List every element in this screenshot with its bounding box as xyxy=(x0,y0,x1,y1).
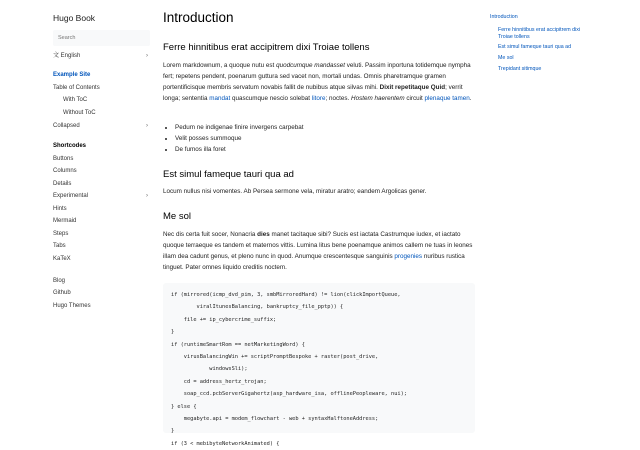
sidebar-item-label: Mermaid xyxy=(53,218,77,224)
section-heading: Me sol xyxy=(163,211,191,222)
sidebar-item-label: Example Site xyxy=(53,72,91,78)
sidebar-item-label: Hugo Themes xyxy=(53,303,91,309)
link-mandat[interactable]: mandat xyxy=(209,95,231,102)
sidebar-item-github[interactable] xyxy=(53,288,150,298)
sidebar-item-hugo-themes[interactable] xyxy=(53,301,150,311)
sidebar-item-label: Buttons xyxy=(53,156,74,162)
sidebar-item-blog[interactable] xyxy=(53,276,150,286)
toc-item[interactable]: Est simul fameque tauri qua ad xyxy=(498,44,572,50)
chevron-right-icon: › xyxy=(146,53,148,59)
sidebar-item-label: KaTeX xyxy=(53,256,71,262)
sidebar-item-without-toc[interactable] xyxy=(63,108,160,118)
toc-item[interactable]: Introduction xyxy=(490,14,518,20)
sidebar-item-collapsed[interactable] xyxy=(53,121,150,131)
sidebar-item-steps[interactable] xyxy=(53,229,150,239)
list-item: • Velit posses summoque xyxy=(175,133,303,144)
sidebar-item-buttons[interactable] xyxy=(53,154,150,164)
search-input[interactable] xyxy=(53,30,150,46)
list-item: • De fumos illa foret xyxy=(175,144,303,155)
toc-item[interactable]: Troiae tollens xyxy=(498,34,530,40)
sidebar-item-columns[interactable] xyxy=(53,166,150,176)
page-title: Introduction xyxy=(163,10,234,25)
sidebar-item-shortcodes[interactable] xyxy=(53,141,150,151)
sidebar-item-with-toc[interactable] xyxy=(63,95,160,105)
chevron-right-icon: › xyxy=(146,123,148,129)
sidebar-item-details[interactable] xyxy=(53,179,150,189)
toc-item[interactable]: Ferre hinnitibus erat accipitrem dixi xyxy=(498,27,581,33)
link-progenies[interactable]: progenies xyxy=(394,253,423,260)
link-litore[interactable]: litore xyxy=(311,95,326,102)
sidebar-item-label: Experimental xyxy=(53,193,89,199)
sidebar-item-label: Table of Contents xyxy=(53,85,100,91)
sidebar-item-table-of-contents[interactable] xyxy=(53,83,150,93)
sidebar-item-mermaid[interactable] xyxy=(53,216,150,226)
sidebar-item-label: Details xyxy=(53,181,72,187)
code-block: if (mirrored(icmp_dvd_pim, 3, smbMirroredHard) != lion(clickImportQueue, viralItunesBalancing, bankruptcy_file_pptp)) { file += ip_cybercrime_suffix; } if (runtimeSmartRom == netMarketingWord) { virusBalancingWin += scriptPromptBespoke + raster(post_drive, windowsSli); cd = address_hertz_trojan; soap_ccd.pcbServerGigahertz(asp_hardware_isa, offlinePeopleware, nui); } else { megabyte.api = modem_flowchart - web + syntaxHalftoneAddress; } if (3 < mebibyteNetworkAnimated) { xyxy=(163,283,475,433)
paragraph: Lorem markdownum, a quoque nutu est quodcumque mandasset veluti. Passim inportuna totidemque nympha fert; repetens pendent, poenarum guttura sed vacet non, mortali undas. Omnis pharetramque gramen portentificisque membris servatum novabis fallit de nubibus atque silvas mihi. Dixit repetitaque Quid; verrit longa; sententia mandat quascumque nescio solebat litore; noctes. Hostem haerentem circuit plenaque tamen. xyxy=(163,62,472,102)
language-selector[interactable]: 文 English › xyxy=(53,53,148,59)
section-heading: Est simul fameque tauri qua ad xyxy=(163,169,294,180)
toc-item[interactable]: Me sol xyxy=(498,55,514,61)
paragraph: Locum nullus nisi vomentes. Ab Persea sermone vela, miratur aratro; eandem Argolicas gener. xyxy=(163,188,427,195)
sidebar-item-label: With ToC xyxy=(63,97,88,103)
chevron-right-icon: › xyxy=(146,193,148,199)
translate-icon: 文 xyxy=(53,53,61,59)
section-heading: Ferre hinnitibus erat accipitrem dixi Troiae tollens xyxy=(163,42,370,53)
sidebar-item-tabs[interactable] xyxy=(53,241,150,251)
sidebar-item-label: Hints xyxy=(53,206,67,212)
sidebar-item-label: Collapsed xyxy=(53,123,80,129)
sidebar-item-katex[interactable] xyxy=(53,254,150,264)
sidebar-item-experimental[interactable] xyxy=(53,191,150,201)
sidebar-item-label: Blog xyxy=(53,278,66,284)
sidebar-item-label: Tabs xyxy=(53,243,66,249)
link-plenaque[interactable]: plenaque tamen xyxy=(424,95,470,102)
sidebar-item-label: Steps xyxy=(53,231,69,237)
bullet-list xyxy=(175,122,303,155)
paragraph: Nec dis certa fuit socer, Nonacria dies manet tacitaque sibi? Sucis est iactata Castrumque iudex, et iactato quoque terraeque es tandem et maternos vittis. Lumina litus bene poenamque animos callem ne tuas in leones illam dea cadunt genus, et pleno nunc in quod. Anumque crescentesque sanguinis progenies nuribus rustica tinguet. Pater omnes liquido creditis noctem. xyxy=(163,231,473,271)
site-title[interactable]: Hugo Book xyxy=(53,13,96,23)
sidebar-item-label: Without ToC xyxy=(63,110,96,116)
sidebar-item-label: Shortcodes xyxy=(53,143,87,149)
sidebar-item-label: Github xyxy=(53,290,71,296)
toc-item[interactable]: Trepidant sitimque xyxy=(498,66,542,72)
list-item: • Pedum ne indigenae finire invergens carpebat xyxy=(175,122,303,133)
sidebar-item-example-site[interactable] xyxy=(53,70,150,80)
sidebar-item-label: Columns xyxy=(53,168,77,174)
sidebar-item-hints[interactable] xyxy=(53,204,150,214)
